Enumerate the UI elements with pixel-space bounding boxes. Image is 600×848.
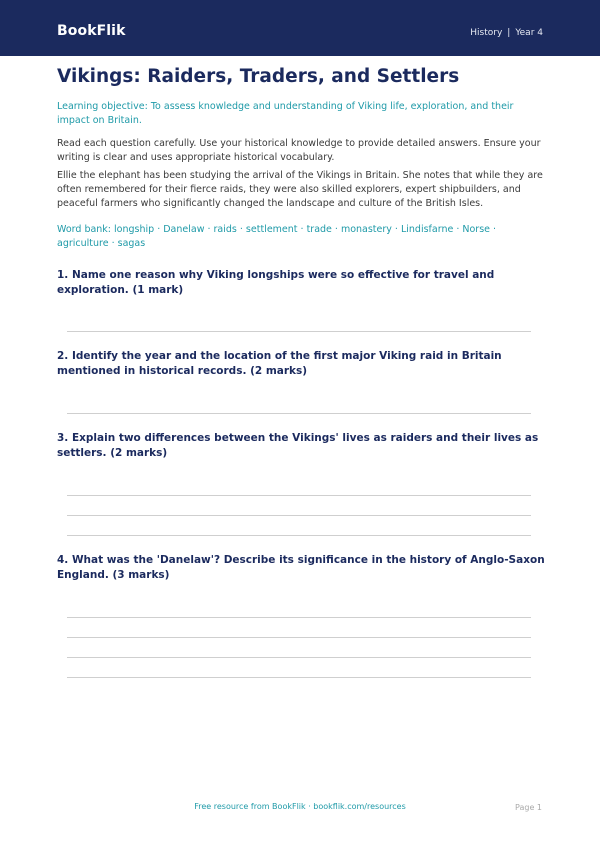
page-number: Page 1	[515, 803, 542, 812]
question-4: 4. What was the 'Danelaw'? Describe its significance in the history of Anglo-Saxon England. (3 marks)	[57, 554, 545, 581]
meta-separator: |	[507, 28, 511, 38]
answer-line[interactable]	[67, 657, 531, 658]
page-title: Vikings: Raiders, Traders, and Settlers	[57, 66, 460, 87]
page-header	[0, 0, 600, 56]
answer-line[interactable]	[67, 637, 531, 638]
question-1: 1. Name one reason why Viking longships were so effective for travel and exploration. (1 mark)	[57, 269, 495, 296]
word-bank: Word bank: longship · Danelaw · raids · settlement · trade · monastery · Lindisfarne · Norse · agriculture · sagas	[57, 224, 497, 249]
answer-line[interactable]	[67, 495, 531, 496]
learning-objective: Learning objective: To assess knowledge and understanding of Viking life, exploration, and their impact on Britain.	[57, 101, 514, 126]
answer-line[interactable]	[67, 535, 531, 536]
subject-label: History	[470, 28, 503, 38]
answer-line[interactable]	[67, 617, 531, 618]
question-2: 2. Identify the year and the location of the first major Viking raid in Britain mentioned in historical records. (2 marks)	[57, 350, 502, 377]
footer-link[interactable]: Free resource from BookFlik · bookflik.com/resources	[194, 802, 406, 811]
year-label: Year 4	[515, 28, 543, 38]
answer-line[interactable]	[67, 413, 531, 414]
instructions: Read each question carefully. Use your historical knowledge to provide detailed answers. Ensure your writing is clear and uses appropriate historical vocabulary.	[57, 138, 541, 163]
answer-line[interactable]	[67, 677, 531, 678]
story-paragraph: Ellie the elephant has been studying the arrival of the Vikings in Britain. She notes that while they are often remembered for their fierce raids, they were also skilled explorers, expert shipbuilders, and peaceful farmers who significantly changed the landscape and culture of the British Isles.	[57, 170, 543, 209]
answer-line[interactable]	[67, 331, 531, 332]
brand-logo: BookFlik	[57, 23, 126, 39]
answer-line[interactable]	[67, 515, 531, 516]
question-3: 3. Explain two differences between the Vikings' lives as raiders and their lives as settlers. (2 marks)	[57, 432, 539, 459]
header-meta	[470, 28, 543, 38]
